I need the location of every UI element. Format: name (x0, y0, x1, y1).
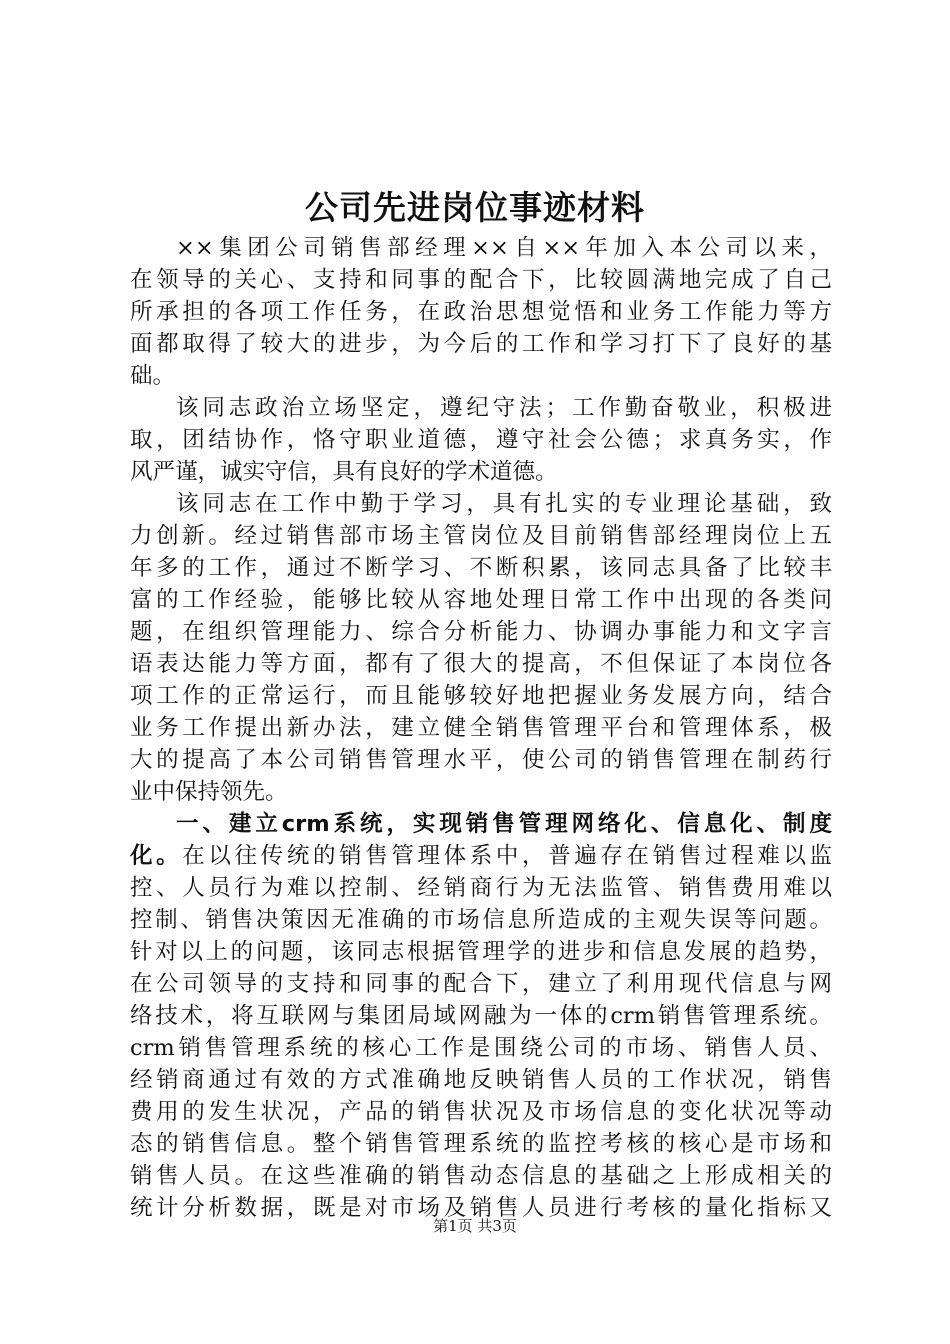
text-line: 础。 (130, 363, 176, 389)
document-body (130, 232, 832, 1224)
text-line: 态的销售信息。整个销售管理系统的监控考核的核心是市场和 (130, 1131, 832, 1157)
text-line: ××集团公司销售部经理××自××年加入本公司以来， (176, 235, 832, 261)
text-line: 语表达能力等方面，都有了很大的提高，不但保证了本岗位各 (130, 651, 832, 677)
text-line: 该同志政治立场坚定，遵纪守法；工作勤奋敬业，积极进 (176, 395, 832, 421)
text-line: 络技术，将互联网与集团局域网融为一体的crm销售管理系统。 (130, 1003, 832, 1029)
section-heading-end: 化。 (130, 843, 183, 869)
text-line: 费用的发生状况，产品的销售状况及市场信息的变化状况等动 (130, 1099, 832, 1125)
text-line: 销售人员。在这些准确的销售动态信息的基础之上形成相关的 (130, 1163, 832, 1189)
document-title: 公司先进岗位事迹材料 (305, 188, 645, 227)
text-line: 面都取得了较大的进步，为今后的工作和学习打下了良好的基 (130, 331, 832, 357)
text-span: 在以往传统的销售管理体系中，普遍存在销售过程难以监 (182, 843, 832, 869)
text-line: 题，在组织管理能力、综合分析能力、协调办事能力和文字言 (130, 619, 832, 645)
paragraph-2 (130, 392, 832, 488)
text-line: 力创新。经过销售部市场主管岗位及目前销售部经理岗位上五 (130, 523, 832, 549)
text-line: 针对以上的问题，该同志根据管理学的进步和信息发展的趋势， (130, 939, 832, 965)
text-line: 该同志在工作中勤于学习，具有扎实的专业理论基础，致 (176, 491, 832, 517)
section-heading: 一、建立crm系统，实现销售管理网络化、信息化、制度 (176, 811, 832, 837)
text-line: 在公司领导的支持和同事的配合下，建立了利用现代信息与网 (130, 971, 832, 997)
text-line: 大的提高了本公司销售管理水平，使公司的销售管理在制药行 (130, 747, 832, 773)
text-line: 业中保持领先。 (130, 779, 288, 805)
text-line (130, 840, 832, 872)
text-line: 经销商通过有效的方式准确地反映销售人员的工作状况，销售 (130, 1067, 832, 1093)
text-line: 风严谨，诚实守信，具有良好的学术道德。 (130, 459, 558, 485)
text-line: 所承担的各项工作任务，在政治思想觉悟和业务工作能力等方 (130, 299, 832, 325)
page-footer: 第1页 共3页 (433, 1217, 517, 1235)
text-line: 业务工作提出新办法，建立健全销售管理平台和管理体系，极 (130, 715, 832, 741)
text-line: 控、人员行为难以控制、经销商行为无法监管、销售费用难以 (130, 875, 832, 901)
paragraph-4 (130, 808, 832, 1224)
text-line: 统计分析数据，既是对市场及销售人员进行考核的量化指标又 (130, 1195, 832, 1221)
text-line: 富的工作经验，能够比较从容地处理日常工作中出现的各类问 (130, 587, 832, 613)
text-line: 项工作的正常运行，而且能够较好地把握业务发展方向，结合 (130, 683, 832, 709)
text-line: 年多的工作，通过不断学习、不断积累，该同志具备了比较丰 (130, 555, 832, 581)
text-line: 控制、销售决策因无准确的市场信息所造成的主观失误等问题。 (130, 907, 832, 933)
text-line: 在领导的关心、支持和同事的配合下，比较圆满地完成了自己 (130, 267, 832, 293)
paragraph-3 (130, 488, 832, 808)
text-line: crm销售管理系统的核心工作是围绕公司的市场、销售人员、 (130, 1035, 832, 1061)
paragraph-1 (130, 232, 832, 392)
text-line: 取，团结协作，恪守职业道德，遵守社会公德；求真务实，作 (130, 427, 832, 453)
